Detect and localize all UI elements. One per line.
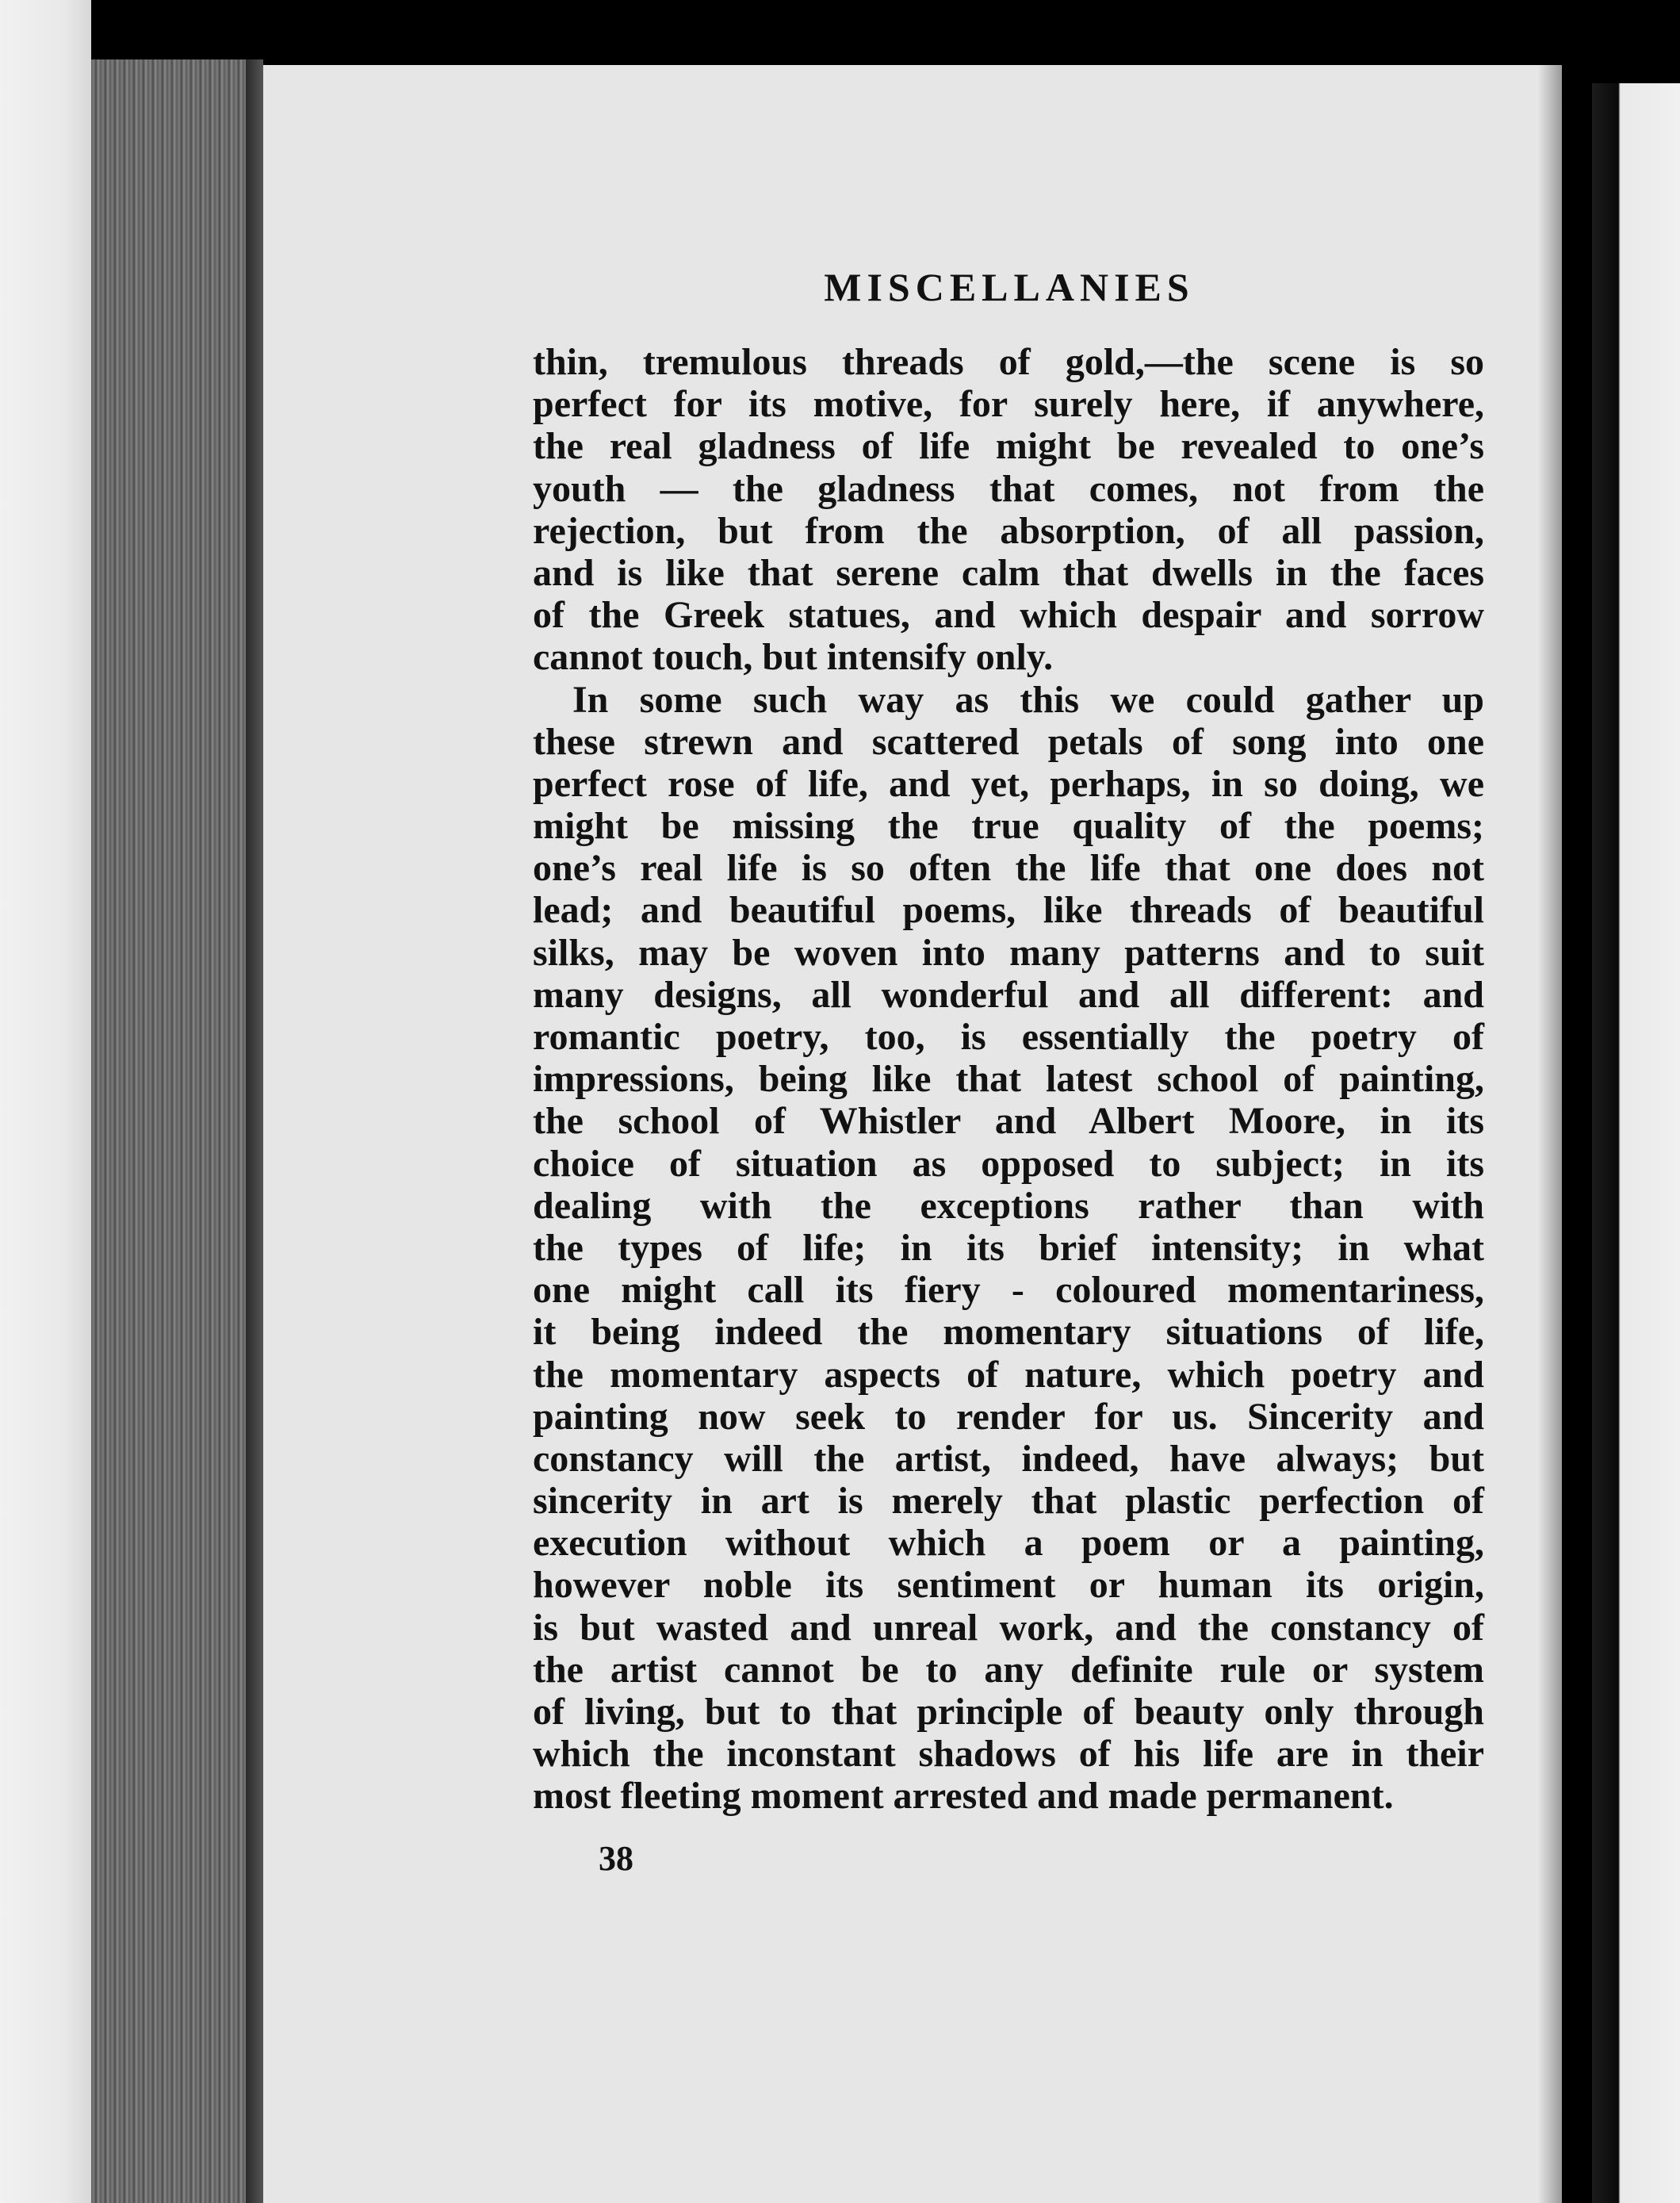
text-line: it being indeed the momentary situations of life, [533,1311,1484,1354]
text-line: and is like that serene calm that dwells in the faces [533,551,1484,594]
body-text [533,341,1484,1818]
text-line: these strewn and scattered petals of song into one [533,720,1484,763]
page-number: 38 [599,1839,633,1878]
text-line: the artist cannot be to any definite rule or system [533,1648,1484,1691]
text-line: dealing with the exceptions rather than with [533,1184,1484,1227]
text-line: romantic poetry, too, is essentially the poetry of [533,1016,1484,1058]
text-line: most fleeting moment arrested and made permanent. [533,1775,1394,1818]
text-line: the real gladness of life might be revealed to one’s [533,425,1484,468]
book-page-edges [91,59,262,2203]
text-line: thin, tremulous threads of gold,—the scene is so [533,341,1484,383]
text-line: constancy will the artist, indeed, have always; but [533,1437,1484,1480]
text-line: In some such way as this we could gather up [572,678,1484,721]
text-line: rejection, but from the absorption, of all passion, [533,509,1484,552]
text-line: of living, but to that principle of beauty only through [533,1691,1484,1733]
text-line: choice of situation as opposed to subject; in its [533,1142,1484,1185]
text-line: the school of Whistler and Albert Moore, in its [533,1100,1484,1143]
text-line: cannot touch, but intensify only. [533,636,1054,679]
text-line: the momentary aspects of nature, which poetry and [533,1353,1484,1396]
text-line: impressions, being like that latest school of painting, [533,1058,1484,1101]
running-head: MISCELLANIES [824,265,1195,309]
text-line: which the inconstant shadows of his life are in their [533,1733,1484,1776]
text-line: lead; and beautiful poems, like threads of beautiful [533,889,1484,932]
facing-page-edge [1592,83,1680,2203]
text-line: one’s real life is so often the life that one does not [533,847,1484,890]
text-line: perfect rose of life, and yet, perhaps, in so doing, we [533,762,1484,805]
text-line: youth — the gladness that comes, not from the [533,467,1484,510]
text-line: of the Greek statues, and which despair and sorrow [533,594,1484,637]
text-line: might be missing the true quality of the poems; [533,805,1484,848]
text-line: is but wasted and unreal work, and the constancy of [533,1606,1484,1649]
text-line: the types of life; in its brief intensity; in what [533,1226,1484,1269]
scan-margin-left [0,0,91,2203]
text-line: many designs, all wonderful and all different: and [533,973,1484,1016]
text-line: silks, may be woven into many patterns and to suit [533,931,1484,974]
page-right-shadow [1538,65,1562,2203]
text-line: execution without which a poem or a painting, [533,1522,1484,1565]
text-line: however noble its sentiment or human its origin, [533,1564,1484,1607]
book-gutter-shadow [246,59,263,2203]
text-line: perfect for its motive, for surely here, if anywhere, [533,383,1484,426]
text-line: painting now seek to render for us. Sincerity and [533,1395,1484,1438]
text-line: one might call its fiery - coloured momentariness, [533,1269,1484,1312]
text-line: sincerity in art is merely that plastic perfection of [533,1480,1484,1523]
